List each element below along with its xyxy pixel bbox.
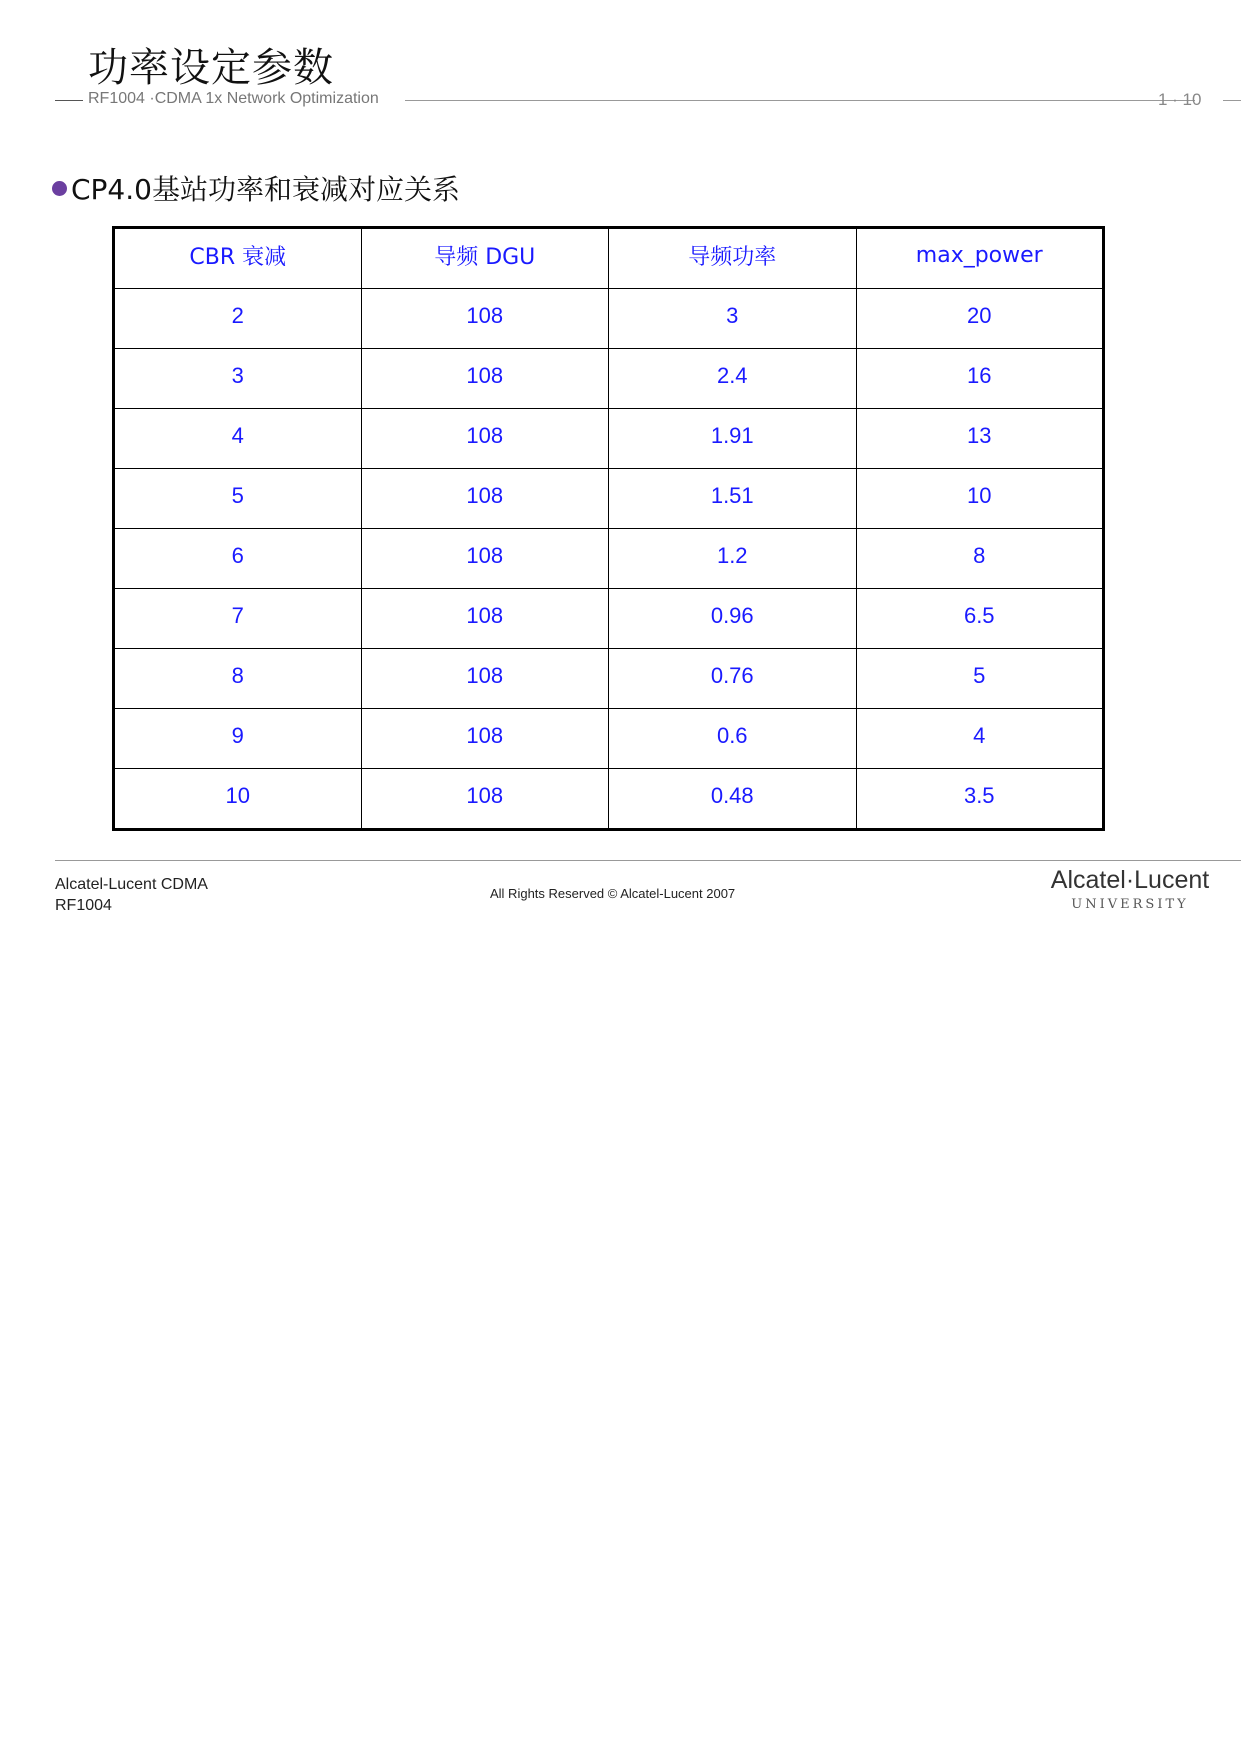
header-rule: [55, 90, 1241, 112]
footer-product: Alcatel-Lucent CDMA: [55, 876, 208, 893]
column-header-cbr-attenuation: CBR 衰减: [114, 228, 362, 289]
bullet-icon: [52, 181, 67, 196]
table-cell: 10: [114, 769, 362, 830]
column-header-pilot-dgu: 导频 DGU: [361, 228, 609, 289]
table-cell: 7: [114, 589, 362, 649]
section-heading: [52, 168, 460, 208]
table-cell: 8: [114, 649, 362, 709]
power-attenuation-table: [112, 226, 1105, 831]
table-cell: 13: [856, 409, 1104, 469]
table-cell: 5: [856, 649, 1104, 709]
footer-copyright: All Rights Reserved © Alcatel-Lucent 2007: [490, 886, 736, 901]
table-cell: 0.48: [609, 769, 857, 830]
table-row: [114, 649, 1104, 709]
table-cell: 6: [114, 529, 362, 589]
table-cell: 3: [609, 289, 857, 349]
table-cell: 0.96: [609, 589, 857, 649]
table-cell: 0.6: [609, 709, 857, 769]
table-row: [114, 709, 1104, 769]
table-cell: 108: [361, 409, 609, 469]
table-cell: 108: [361, 709, 609, 769]
logo-brand-text: Alcatel·Lucent: [1050, 866, 1210, 894]
table-row: [114, 529, 1104, 589]
table-row: [114, 469, 1104, 529]
logo-university-text: UNIVERSITY: [1071, 897, 1189, 912]
table-cell: 10: [856, 469, 1104, 529]
table-header-row: [114, 228, 1104, 289]
table-row: [114, 769, 1104, 830]
table-cell: 108: [361, 769, 609, 830]
table-cell: 108: [361, 529, 609, 589]
table-cell: 4: [114, 409, 362, 469]
table-cell: 108: [361, 289, 609, 349]
table-row: [114, 289, 1104, 349]
footer-rule: [55, 860, 1241, 861]
alcatel-lucent-logo: [1040, 866, 1220, 912]
header-line-middle: [405, 100, 1195, 101]
section-heading-text: CP4.0基站功率和衰减对应关系: [71, 173, 460, 206]
table-cell: 1.91: [609, 409, 857, 469]
page-number: 1 · 10: [1158, 90, 1202, 109]
table-cell: 5: [114, 469, 362, 529]
table-cell: 108: [361, 649, 609, 709]
table-cell: 3: [114, 349, 362, 409]
course-subtitle: RF1004 ·CDMA 1x Network Optimization: [88, 90, 379, 107]
table-cell: 4: [856, 709, 1104, 769]
table-cell: 108: [361, 589, 609, 649]
table-cell: 3.5: [856, 769, 1104, 830]
table-cell: 8: [856, 529, 1104, 589]
column-header-max-power: max_power: [856, 228, 1104, 289]
table-row: [114, 349, 1104, 409]
footer-course-info: [55, 874, 208, 916]
table-cell: 2.4: [609, 349, 857, 409]
table-cell: 9: [114, 709, 362, 769]
table-cell: 2: [114, 289, 362, 349]
table-cell: 108: [361, 469, 609, 529]
header-line-right: [1223, 100, 1241, 101]
table-cell: 20: [856, 289, 1104, 349]
column-header-pilot-power: 导频功率: [609, 228, 857, 289]
table-cell: 1.2: [609, 529, 857, 589]
table-cell: 1.51: [609, 469, 857, 529]
page-title: 功率设定参数: [88, 45, 334, 91]
table-cell: 0.76: [609, 649, 857, 709]
table-cell: 6.5: [856, 589, 1104, 649]
footer-course-code: RF1004: [55, 897, 112, 914]
header-line-left: [55, 100, 83, 101]
table-cell: 16: [856, 349, 1104, 409]
table-cell: 108: [361, 349, 609, 409]
table-row: [114, 589, 1104, 649]
table-row: [114, 409, 1104, 469]
